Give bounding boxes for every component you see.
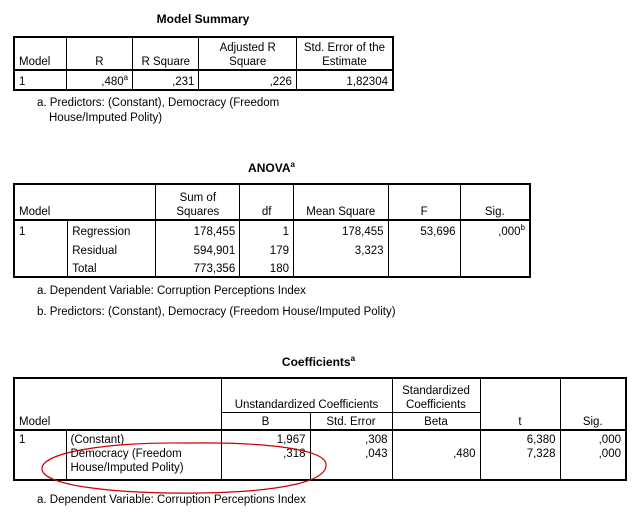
cell-r xyxy=(66,70,132,90)
footnote-line: House/Imputed Polity) xyxy=(49,112,163,124)
cell-sum-of-squares: 178,455 xyxy=(156,220,240,239)
footnote-marker: a xyxy=(350,354,356,363)
cell-r-square: ,231 xyxy=(133,70,199,90)
cell-sum-of-squares: 594,901 xyxy=(156,239,240,258)
anova-title xyxy=(13,160,530,175)
table-row xyxy=(14,239,530,258)
r-value: ,480 xyxy=(101,75,124,88)
cell-label: Regression xyxy=(68,220,156,239)
cell-sum-of-squares: 773,356 xyxy=(156,258,240,277)
cell-label: Residual xyxy=(68,239,156,258)
col-header-blank xyxy=(480,378,560,412)
cell-std-error: ,308 xyxy=(310,430,392,447)
col-header-r: R xyxy=(66,37,132,70)
header-text: Adjusted R Square xyxy=(219,42,276,68)
col-header-blank xyxy=(68,184,156,220)
col-header-model: Model xyxy=(14,184,68,220)
cell-f: 53,696 xyxy=(388,220,460,239)
cell-beta: ,480 xyxy=(392,447,480,480)
cell-label: (Constant) xyxy=(66,430,221,447)
cell-df: 1 xyxy=(240,220,294,239)
highlight-ellipse xyxy=(38,440,330,496)
col-header-df: df xyxy=(240,184,294,220)
footnote-marker: b xyxy=(520,223,525,233)
footnote-line: a. Dependent Variable: Corruption Perceptions Index xyxy=(37,285,306,297)
col-header-standardized xyxy=(392,378,480,412)
col-header-model: Model xyxy=(14,37,66,70)
ellipse-stroke xyxy=(42,443,326,493)
col-header-sig: Sig. xyxy=(460,184,530,220)
col-header-blank xyxy=(14,378,66,412)
header-text: Std. Error of the Estimate xyxy=(303,42,386,68)
cell-beta xyxy=(392,430,480,447)
col-header-blank xyxy=(66,412,221,430)
header-text: Standardized Coefficients xyxy=(402,384,470,411)
cell-sig xyxy=(460,220,530,239)
col-header-blank xyxy=(560,378,626,412)
col-header-model: Model xyxy=(14,412,66,430)
cell-sig xyxy=(460,239,530,258)
footnote-line: a. Predictors: (Constant), Democracy (Freedom xyxy=(37,97,280,109)
col-header-beta: Beta xyxy=(392,412,480,430)
footnote-marker: a xyxy=(123,73,129,82)
sig-value: ,000 xyxy=(498,226,521,238)
model-summary-table xyxy=(13,36,394,91)
label-line: House/Imputed Polity) xyxy=(70,462,184,474)
cell-sig xyxy=(460,258,530,277)
cell-std-error: 1,82304 xyxy=(296,70,393,90)
table-row xyxy=(14,258,530,277)
anova-table xyxy=(13,183,531,278)
model-summary-title: Model Summary xyxy=(156,12,250,26)
cell-model: 1 xyxy=(14,220,68,239)
col-header-sig: Sig. xyxy=(560,412,626,430)
footnote-line: a. Dependent Variable: Corruption Perceptions Index xyxy=(37,494,306,506)
cell-b: ,318 xyxy=(221,447,310,480)
cell-sig: ,000 xyxy=(560,447,626,480)
cell-b: 1,967 xyxy=(221,430,310,447)
cell-f xyxy=(388,239,460,258)
cell-model xyxy=(14,258,68,277)
col-header-b: B xyxy=(221,412,310,430)
header-text: Sum of Squares xyxy=(176,192,220,218)
col-header-sum-of-squares xyxy=(156,184,240,220)
footnote-marker: a xyxy=(290,160,295,169)
cell-mean-square: 3,323 xyxy=(293,239,388,258)
col-header-r-square: R Square xyxy=(133,37,199,70)
cell-label: Total xyxy=(68,258,156,277)
cell-f xyxy=(388,258,460,277)
col-header-blank xyxy=(66,378,221,412)
cell-mean-square xyxy=(293,258,388,277)
cell-mean-square: 178,455 xyxy=(293,220,388,239)
table-row xyxy=(14,220,530,239)
anova-footnotes xyxy=(37,284,396,320)
cell-df: 179 xyxy=(240,239,294,258)
anova-title-text: ANOVA xyxy=(248,161,291,175)
coefficients-title xyxy=(13,354,624,369)
col-header-t: t xyxy=(480,412,560,430)
cell-model: 1 xyxy=(14,70,66,90)
col-header-f: F xyxy=(388,184,460,220)
footnote-line: b. Predictors: (Constant), Democracy (Freedom House/Imputed Polity) xyxy=(37,306,396,318)
cell-t: 6,380 xyxy=(480,430,560,447)
cell-t: 7,328 xyxy=(480,447,560,480)
col-header-mean-square: Mean Square xyxy=(293,184,388,220)
coefficients-title-text: Coefficients xyxy=(281,355,351,369)
cell-df: 180 xyxy=(240,258,294,277)
col-header-std-error: Std. Error xyxy=(310,412,392,430)
col-header-unstandardized: Unstandardized Coefficients xyxy=(221,378,392,412)
cell-model xyxy=(14,239,68,258)
col-header-adjusted-r-square xyxy=(199,37,297,70)
col-header-std-error xyxy=(296,37,393,70)
cell-std-error: ,043 xyxy=(310,447,392,480)
cell-model: 1 xyxy=(14,430,66,447)
label-line: Democracy (Freedom xyxy=(70,448,182,460)
cell-sig: ,000 xyxy=(560,430,626,447)
cell-adjusted-r-square: ,226 xyxy=(199,70,297,90)
model-summary-footnote xyxy=(37,96,279,126)
